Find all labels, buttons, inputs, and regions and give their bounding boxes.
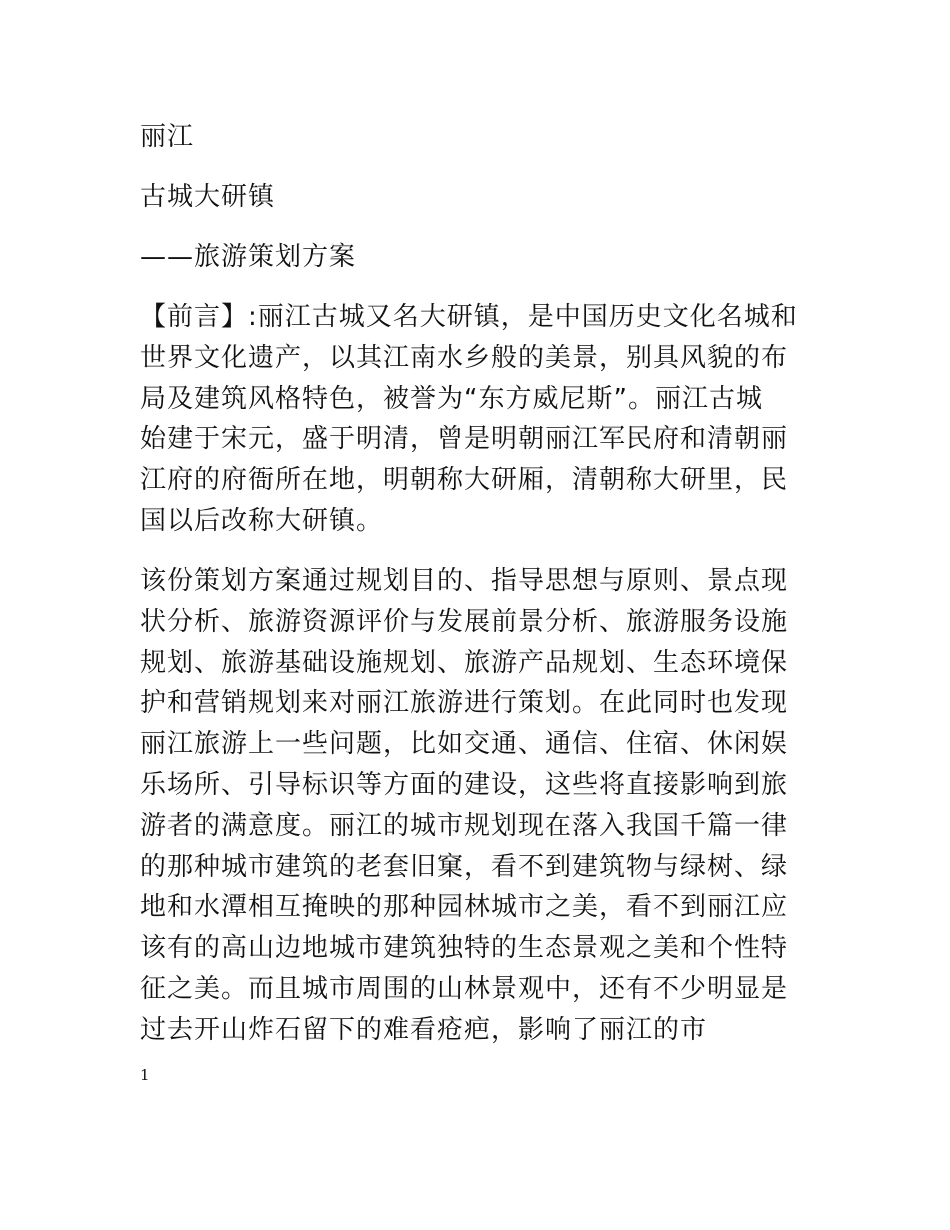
paragraph-line: 状分析、旅游资源评价与发展前景分析、旅游服务设施 (140, 606, 789, 637)
title-line-2 (140, 177, 810, 218)
paragraph-line: 该份策划方案通过规划目的、指导思想与原则、景点现 (140, 566, 789, 596)
paragraph-line: 的那种城市建筑的老套旧窠，看不到建筑物与绿树、绿 (140, 851, 789, 882)
paragraph-line: 江府的府衙所在地，明朝称大研厢，清朝称大研里，民 (140, 465, 789, 496)
paragraph-line: 征之美。而且城市周围的山林景观中，还有不少明显是 (140, 973, 789, 1004)
paragraph-plan-summary (140, 561, 810, 1051)
paragraph-line: 过去开山炸石留下的难看疮疤，影响了丽江的市 (140, 1014, 708, 1045)
title-text: 古城大研镇 (140, 182, 276, 212)
title-text: 丽江 (140, 122, 195, 152)
paragraph-preface (140, 297, 810, 542)
paragraph-line: 国以后改称大研镇。 (140, 505, 384, 536)
title-text: ——旅游策划方案 (140, 242, 357, 272)
paragraph-line: 世界文化遗产，以其江南水乡般的美景，别具风貌的布 (140, 342, 789, 373)
paragraph-line: 游者的满意度。丽江的城市规划现在落入我国千篇一律 (140, 810, 789, 841)
paragraph-line: 乐场所、引导标识等方面的建设，这些将直接影响到旅 (140, 769, 789, 800)
title-line-3 (140, 237, 810, 278)
paragraph-line: 该有的高山边地城市建筑独特的生态景观之美和个性特 (140, 933, 789, 964)
paragraph-line: 地和水潭相互掩映的那种园林城市之美，看不到丽江应 (140, 892, 789, 923)
page-number: 1 (140, 1066, 150, 1084)
paragraph-line: 局及建筑风格特色，被誉为“东方威尼斯”。丽江古城 (140, 383, 763, 414)
paragraph-line: 始建于宋元，盛于明清，曾是明朝丽江军民府和清朝丽 (140, 424, 789, 455)
paragraph-line: 护和营销规划来对丽江旅游进行策划。在此同时也发现 (140, 688, 789, 719)
title-line-1 (140, 117, 810, 158)
paragraph-line: 【前言】:丽江古城又名大研镇，是中国历史文化名城和 (140, 302, 798, 332)
paragraph-line: 规划、旅游基础设施规划、旅游产品规划、生态环境保 (140, 647, 789, 678)
paragraph-line: 丽江旅游上一些问题，比如交通、通信、住宿、休闲娱 (140, 729, 789, 760)
